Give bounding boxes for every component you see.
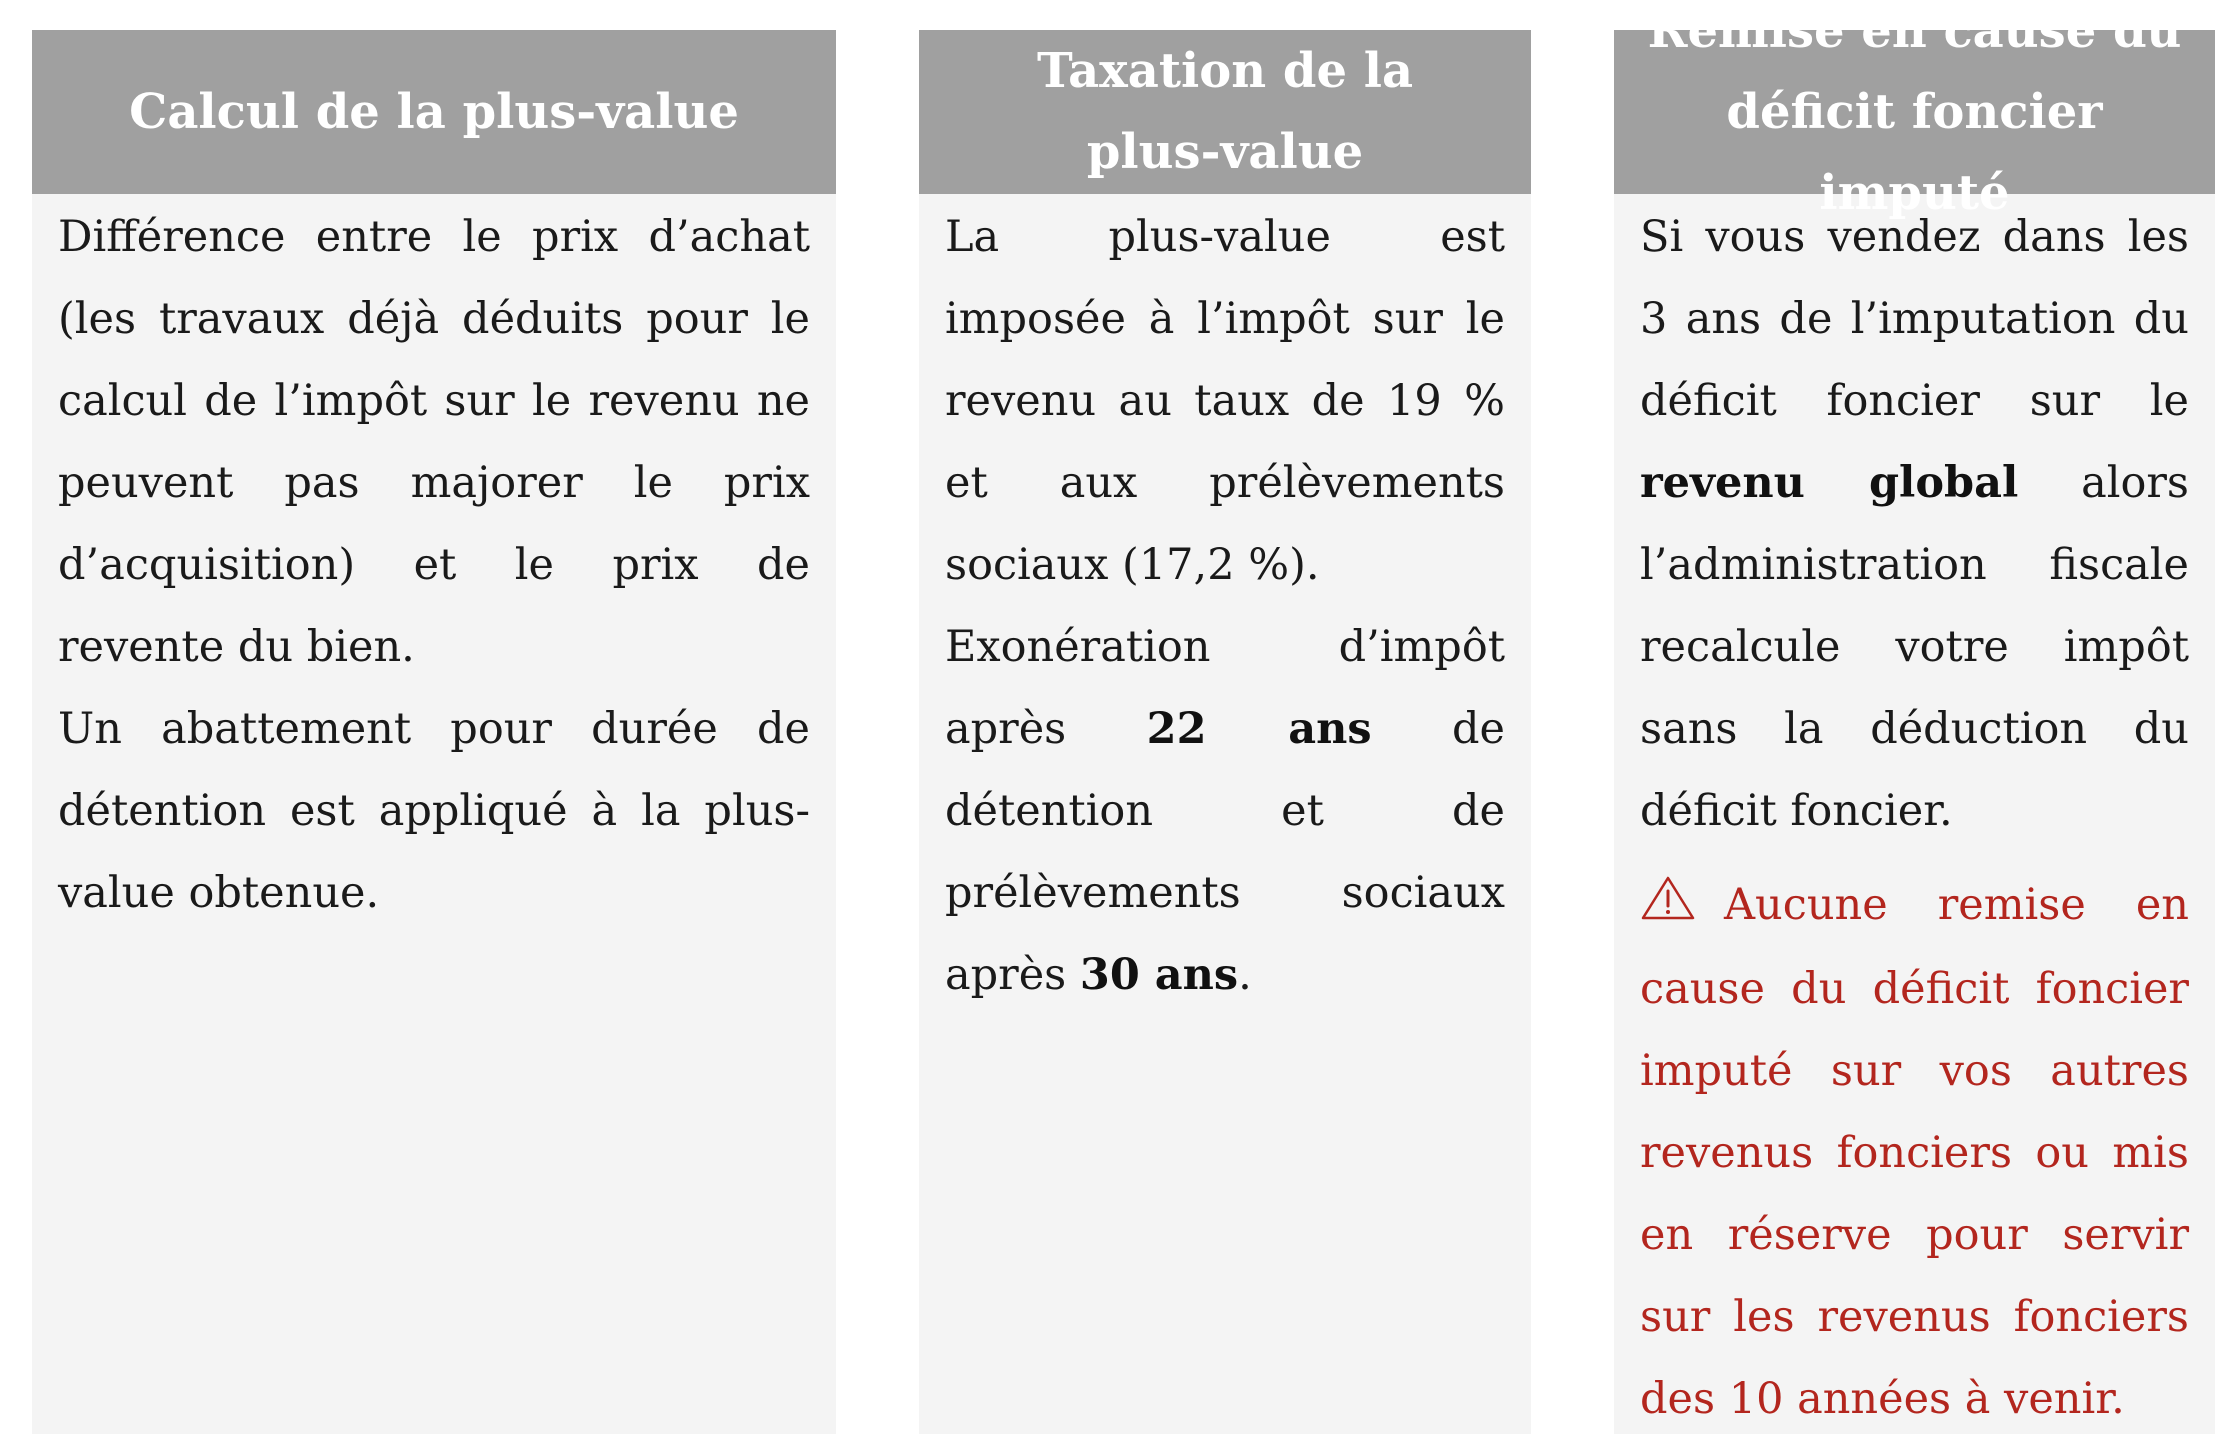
column-body <box>1614 194 2215 1440</box>
column-calcul-plus-value <box>32 30 836 1434</box>
column-taxation-plus-value <box>919 30 1531 1434</box>
text-run: Exonération d’impôt après <box>945 622 1505 754</box>
column-header-text: Calcul de la plus-value <box>129 83 739 140</box>
warning-triangle-icon <box>1640 866 1696 948</box>
paragraph: Différence entre le prix d’achat (les travaux déjà déduits pour le calcul de l’impôt sur le revenu ne peuvent pas majorer le prix d’acquisition) et le prix de revente du bien. <box>58 212 810 672</box>
column-header-line: déficit foncier imputé <box>1726 83 2103 221</box>
text-run: de détention et de prélèvements sociaux après <box>945 704 1505 1000</box>
text-run: . <box>1238 950 1252 1000</box>
column-body <box>919 194 1531 1016</box>
column-header-line: Taxation de la <box>1036 43 1414 99</box>
bold-text: 30 ans <box>1079 950 1239 1000</box>
text-run: alors l’administration fiscale recalcule votre impôt sans la déduction du déficit foncier. <box>1640 458 2189 836</box>
column-remise-en-cause <box>1614 2 2215 1434</box>
text-run: Si vous vendez dans les 3 ans de l’imputation du déficit foncier sur le <box>1640 212 2189 426</box>
bold-text: revenu global <box>1640 458 2019 508</box>
column-header <box>32 30 836 194</box>
column-header-line: plus-value <box>1086 124 1364 180</box>
warning-text: Aucune remise en cause du déficit foncier imputé sur vos autres revenus fonciers ou mis en réserve pour servir sur les revenus fonciers des 10 années à venir. <box>1640 880 2189 1424</box>
paragraph <box>1640 196 2189 852</box>
bold-text: 22 ans <box>1146 704 1372 754</box>
paragraph: Un abattement pour durée de détention est appliqué à la plus-value obtenue. <box>58 704 810 918</box>
paragraph: La plus-value est imposée à l’impôt sur le revenu au taux de 19 % et aux prélèvements sociaux (17,2 %). <box>945 212 1505 590</box>
column-header <box>919 30 1531 194</box>
paragraph <box>945 606 1505 1016</box>
column-body <box>32 194 836 934</box>
column-header <box>1614 2 2215 221</box>
column-header-line: Remise en cause du <box>1647 2 2182 59</box>
warning-paragraph <box>1640 864 2189 1440</box>
